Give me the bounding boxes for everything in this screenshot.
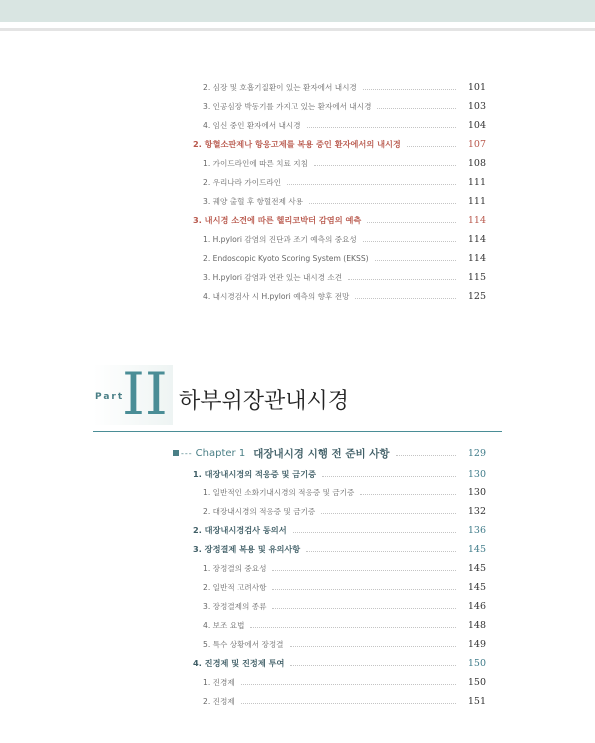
dot-leader: [348, 279, 456, 280]
toc-entry: [203, 675, 486, 689]
toc-page: 149: [467, 638, 486, 650]
toc-label: 1. 일반적인 소화기내시경의 적응증 및 금기증: [203, 487, 355, 497]
toc-page: 104: [467, 119, 486, 131]
toc-label: 2. 일반적 고려사항: [203, 582, 267, 592]
toc-label: 1. 가이드라인에 따른 치료 지침: [203, 158, 308, 168]
toc-page: 114: [467, 214, 486, 226]
toc-label: 2. 대장내시경의 적응증 및 금기증: [203, 506, 316, 516]
dot-leader: [360, 494, 456, 495]
chapter-dash: ---: [181, 448, 193, 458]
header-rule: [0, 28, 595, 31]
square-bullet-icon: [173, 450, 179, 456]
toc-page: 132: [467, 505, 486, 517]
part-heading: [93, 359, 502, 433]
toc-label: 3. 내시경 소견에 따른 헬리코박터 감염의 예측: [193, 214, 362, 225]
dot-leader: [363, 89, 456, 90]
toc-label: 1. 대장내시경의 적응증 및 금기증: [193, 468, 317, 479]
part-numeral: II: [122, 360, 168, 428]
toc-label: 2. 항혈소판제나 항응고제를 복용 중인 환자에서의 내시경: [193, 138, 401, 149]
dot-leader: [293, 532, 456, 533]
chapter-heading: [173, 445, 486, 461]
dot-leader: [306, 551, 456, 552]
toc-entry: [203, 270, 486, 284]
toc-entry: [203, 694, 486, 708]
toc-entry: [203, 599, 486, 613]
dot-leader: [396, 455, 456, 456]
toc-page: 115: [467, 271, 486, 283]
dot-leader: [241, 684, 456, 685]
toc-label: 2. 진정제: [203, 696, 235, 706]
dot-leader: [290, 646, 456, 647]
toc-entry: [203, 580, 486, 594]
toc-section: [193, 542, 486, 556]
toc-entry: [203, 504, 486, 518]
dot-leader: [322, 476, 456, 477]
toc-entry: [203, 156, 486, 170]
toc-label: 1. H.pylori 감염의 진단과 조기 예측의 중요성: [203, 234, 357, 244]
toc-entry: [203, 118, 486, 132]
toc-entry: [203, 618, 486, 632]
dot-leader: [241, 703, 456, 704]
toc-label: 3. 궤양 출혈 후 항혈전제 사용: [203, 196, 304, 206]
toc-page: 145: [467, 543, 486, 555]
toc-label: 4. 내시경검사 시 H.pylori 예측의 향후 전망: [203, 291, 350, 301]
toc-section: [193, 656, 486, 670]
dot-leader: [250, 627, 456, 628]
toc-page: 148: [467, 619, 486, 631]
toc-entry: [203, 251, 486, 265]
toc-label: 4. 보조 요법: [203, 620, 245, 630]
toc-entry: [203, 561, 486, 575]
toc-page: 151: [467, 695, 486, 707]
dot-leader: [309, 203, 456, 204]
toc-label: 3. 장정결제의 종류: [203, 601, 267, 611]
dot-leader: [314, 165, 456, 166]
toc-entry: [203, 485, 486, 499]
toc-section: [193, 467, 486, 481]
toc-page: 145: [467, 562, 486, 574]
dot-leader: [363, 241, 456, 242]
toc-page: 114: [467, 233, 486, 245]
dot-leader: [367, 222, 456, 223]
toc-page: 103: [467, 100, 486, 112]
toc-page: 146: [467, 600, 486, 612]
dot-leader: [355, 298, 456, 299]
dot-leader: [377, 108, 456, 109]
toc-page: 114: [467, 252, 486, 264]
toc-label: 3. 장정결제 복용 및 유의사항: [193, 543, 301, 554]
dot-leader: [407, 146, 456, 147]
dot-leader: [272, 570, 456, 571]
dot-leader: [287, 184, 456, 185]
toc-label: 1. 장정결의 중요성: [203, 563, 267, 573]
toc-label: 2. Endoscopic Kyoto Scoring System (EKSS): [203, 253, 369, 263]
toc-label: 4. 임신 중인 환자에서 내시경: [203, 120, 301, 130]
chapter-page: 129: [467, 447, 486, 459]
toc-page: 101: [467, 81, 486, 93]
toc-label: 4. 진경제 및 진정제 투여: [193, 657, 285, 668]
header-band: [0, 0, 595, 22]
toc-page: 108: [467, 157, 486, 169]
toc-page: 111: [467, 195, 486, 207]
toc-entry: [203, 232, 486, 246]
dot-leader: [375, 260, 456, 261]
toc-label: 2. 심장 및 호흡기질환이 있는 환자에서 내시경: [203, 82, 357, 92]
toc-page: 111: [467, 176, 486, 188]
toc-page: 130: [467, 486, 486, 498]
chapter-title: 대장내시경 시행 전 준비 사항: [253, 447, 390, 460]
toc-entry: [203, 637, 486, 651]
toc-label: 2. 우리나라 가이드라인: [203, 177, 282, 187]
toc-page: 150: [467, 676, 486, 688]
dot-leader: [307, 127, 456, 128]
toc-entry: [203, 80, 486, 94]
toc-page: 130: [467, 468, 486, 480]
toc-section: [193, 523, 486, 537]
toc-label: 2. 대장내시경검사 동의서: [193, 524, 287, 535]
toc-entry: [203, 194, 486, 208]
toc-page: 145: [467, 581, 486, 593]
dot-leader: [272, 589, 456, 590]
toc-entry: [203, 289, 486, 303]
dot-leader: [272, 608, 456, 609]
part-title: 하부위장관내시경: [179, 389, 350, 414]
toc-section: [193, 213, 486, 227]
toc-entry: [203, 99, 486, 113]
dot-leader: [290, 665, 456, 666]
dot-leader: [321, 513, 456, 514]
toc-label: 5. 특수 상황에서 장정결: [203, 639, 284, 649]
toc-label: 1. 진경제: [203, 677, 235, 687]
toc-page: 150: [467, 657, 486, 669]
toc-page: 107: [467, 138, 486, 150]
part-rule: [93, 431, 502, 432]
chapter-label: Chapter 1: [195, 447, 246, 459]
part-word: Part: [95, 392, 125, 402]
toc-page: 136: [467, 524, 486, 536]
toc-page: 125: [467, 290, 486, 302]
toc-label: 3. 인공심장 박동기를 가지고 있는 환자에서 내시경: [203, 101, 372, 111]
toc-section: [193, 137, 486, 151]
toc-entry: [203, 175, 486, 189]
toc-label: 3. H.pylori 감염과 연관 있는 내시경 소견: [203, 272, 343, 282]
